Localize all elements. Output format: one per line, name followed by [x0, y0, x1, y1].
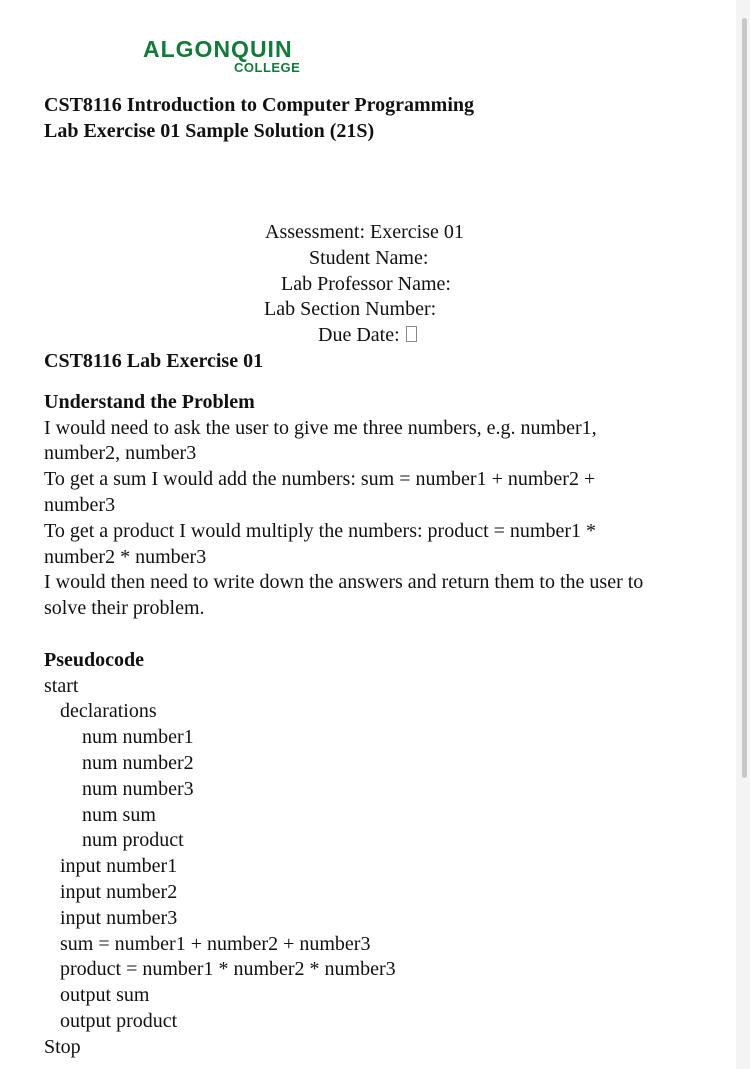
- missing-glyph-icon: [406, 326, 417, 342]
- understand-heading: Understand the Problem: [44, 390, 255, 413]
- pseudocode-step: product = number1 * number2 * number3: [60, 958, 396, 981]
- vertical-scrollbar-thumb[interactable]: [742, 18, 747, 778]
- document-subtitle: Lab Exercise 01 Sample Solution (21S): [44, 120, 375, 142]
- course-title: CST8116 Introduction to Computer Programming: [44, 94, 475, 116]
- understand-line: number2 * number3: [44, 545, 207, 568]
- pseudocode-step: input number2: [60, 880, 178, 903]
- understand-line: To get a sum I would add the numbers: sum = number1 + number2 +: [44, 468, 596, 491]
- lab-professor-label: Lab Professor Name:: [281, 272, 451, 295]
- algonquin-college-logo: [143, 36, 323, 78]
- assessment-label: Assessment: Exercise 01: [265, 221, 464, 243]
- pseudocode-declaration: num product: [82, 829, 184, 852]
- understand-line: number3: [44, 493, 116, 516]
- understand-line: To get a product I would multiply the numbers: product = number1 *: [44, 519, 597, 542]
- due-date-label: Due Date:: [318, 324, 400, 347]
- pseudocode-declaration: num number1: [82, 726, 194, 749]
- pseudocode-start: start: [44, 674, 79, 697]
- pseudocode-step: input number3: [60, 906, 178, 929]
- document-title: [44, 92, 474, 144]
- due-date-row: [318, 323, 417, 349]
- lab-section-label: Lab Section Number:: [264, 298, 437, 321]
- understand-line: number2, number3: [44, 442, 197, 465]
- pseudocode-declaration: num number2: [82, 751, 194, 774]
- logo-subtext: COLLEGE: [234, 60, 301, 75]
- pseudocode-declaration: num number3: [82, 777, 194, 800]
- pseudocode-declarations: declarations: [60, 700, 157, 723]
- logo-wordmark: ALGONQUIN: [143, 36, 293, 62]
- understand-line: I would then need to write down the answers and return them to the user to: [44, 571, 644, 594]
- assessment-block: [0, 220, 750, 349]
- lab-exercise-heading: CST8116 Lab Exercise 01: [44, 350, 264, 372]
- document-body: [44, 349, 714, 1061]
- pseudocode-step: input number1: [60, 855, 178, 878]
- understand-line: solve their problem.: [44, 597, 205, 620]
- pseudocode-heading: Pseudocode: [44, 648, 144, 671]
- pseudocode-step: output sum: [60, 984, 150, 1007]
- pseudocode-step: output product: [60, 1009, 178, 1032]
- pseudocode-declaration: num sum: [82, 803, 156, 826]
- student-name-label: Student Name:: [309, 246, 429, 269]
- pseudocode-step: sum = number1 + number2 + number3: [60, 932, 371, 955]
- pseudocode-stop: Stop: [44, 1035, 81, 1058]
- understand-line: I would need to ask the user to give me three numbers, e.g. number1,: [44, 416, 597, 439]
